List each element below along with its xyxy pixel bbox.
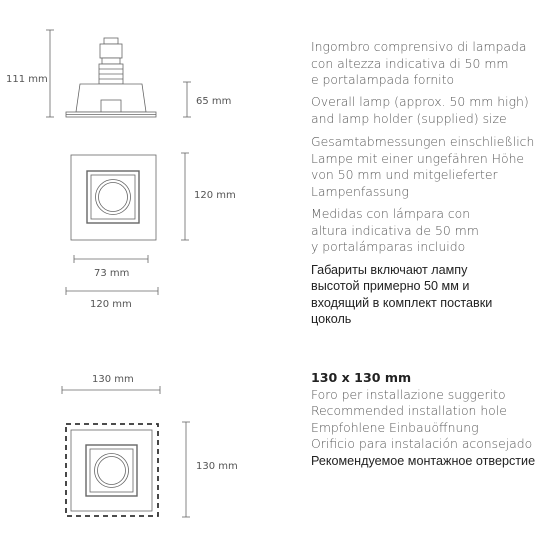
description-es xyxy=(311,206,547,256)
dim-inner-width: 73 mm xyxy=(94,268,130,279)
text-line: Medidas con lámpara con xyxy=(311,206,471,221)
text-line: Overall lamp (approx. 50 mm high) xyxy=(311,94,529,109)
text-line: Empfohlene Einbauöffnung xyxy=(311,419,479,435)
text-line: Габариты включают лампу xyxy=(311,263,468,277)
text-line: Recommended installation hole xyxy=(311,403,507,419)
text-line: входящий в комплект поставки xyxy=(311,295,493,310)
text-line: Gesamtabmessungen einschließlich xyxy=(311,134,535,149)
text-line: altura indicativa de 50 mm xyxy=(311,222,479,238)
installation-info xyxy=(311,370,547,469)
text-line: цоколь xyxy=(311,312,352,327)
installation-title: 130 x 130 mm xyxy=(311,370,412,385)
text-line: Ingombro comprensivo di lampada xyxy=(311,39,527,54)
description-de xyxy=(311,134,547,200)
installation-view xyxy=(66,424,158,516)
top-view xyxy=(71,155,156,240)
text-line: высотой примерно 50 мм и xyxy=(311,279,470,294)
description-it xyxy=(311,39,547,89)
text-line: y portalámparas incluido xyxy=(311,239,466,255)
text-line: con altezza indicativa di 50 mm xyxy=(311,55,509,71)
text-line: e portalampada fornito xyxy=(311,72,455,88)
text-line: von 50 mm und mitgelieferter xyxy=(311,167,498,183)
dim-total-height: 111 mm xyxy=(6,74,48,85)
dim-side: 120 mm xyxy=(194,190,236,201)
text-line: Foro per installazione suggerito xyxy=(311,386,506,402)
dim-hole-width: 130 mm xyxy=(92,374,134,385)
dim-bottom-width: 120 mm xyxy=(90,299,132,310)
text-line: Lampe mit einer ungefähren Höhe xyxy=(311,150,525,166)
text-line: Orificio para instalación aconsejado xyxy=(311,436,533,452)
text-line: Рекомендуемое монтажное отверстие xyxy=(311,453,536,468)
dim-body-height: 65 mm xyxy=(196,96,232,107)
text-line: Lampenfassung xyxy=(311,183,409,199)
description-en xyxy=(311,94,547,127)
text-line: and lamp holder (supplied) size xyxy=(311,110,507,126)
side-view xyxy=(66,38,156,117)
dim-hole-height: 130 mm xyxy=(196,461,238,472)
description-ru xyxy=(311,262,547,328)
